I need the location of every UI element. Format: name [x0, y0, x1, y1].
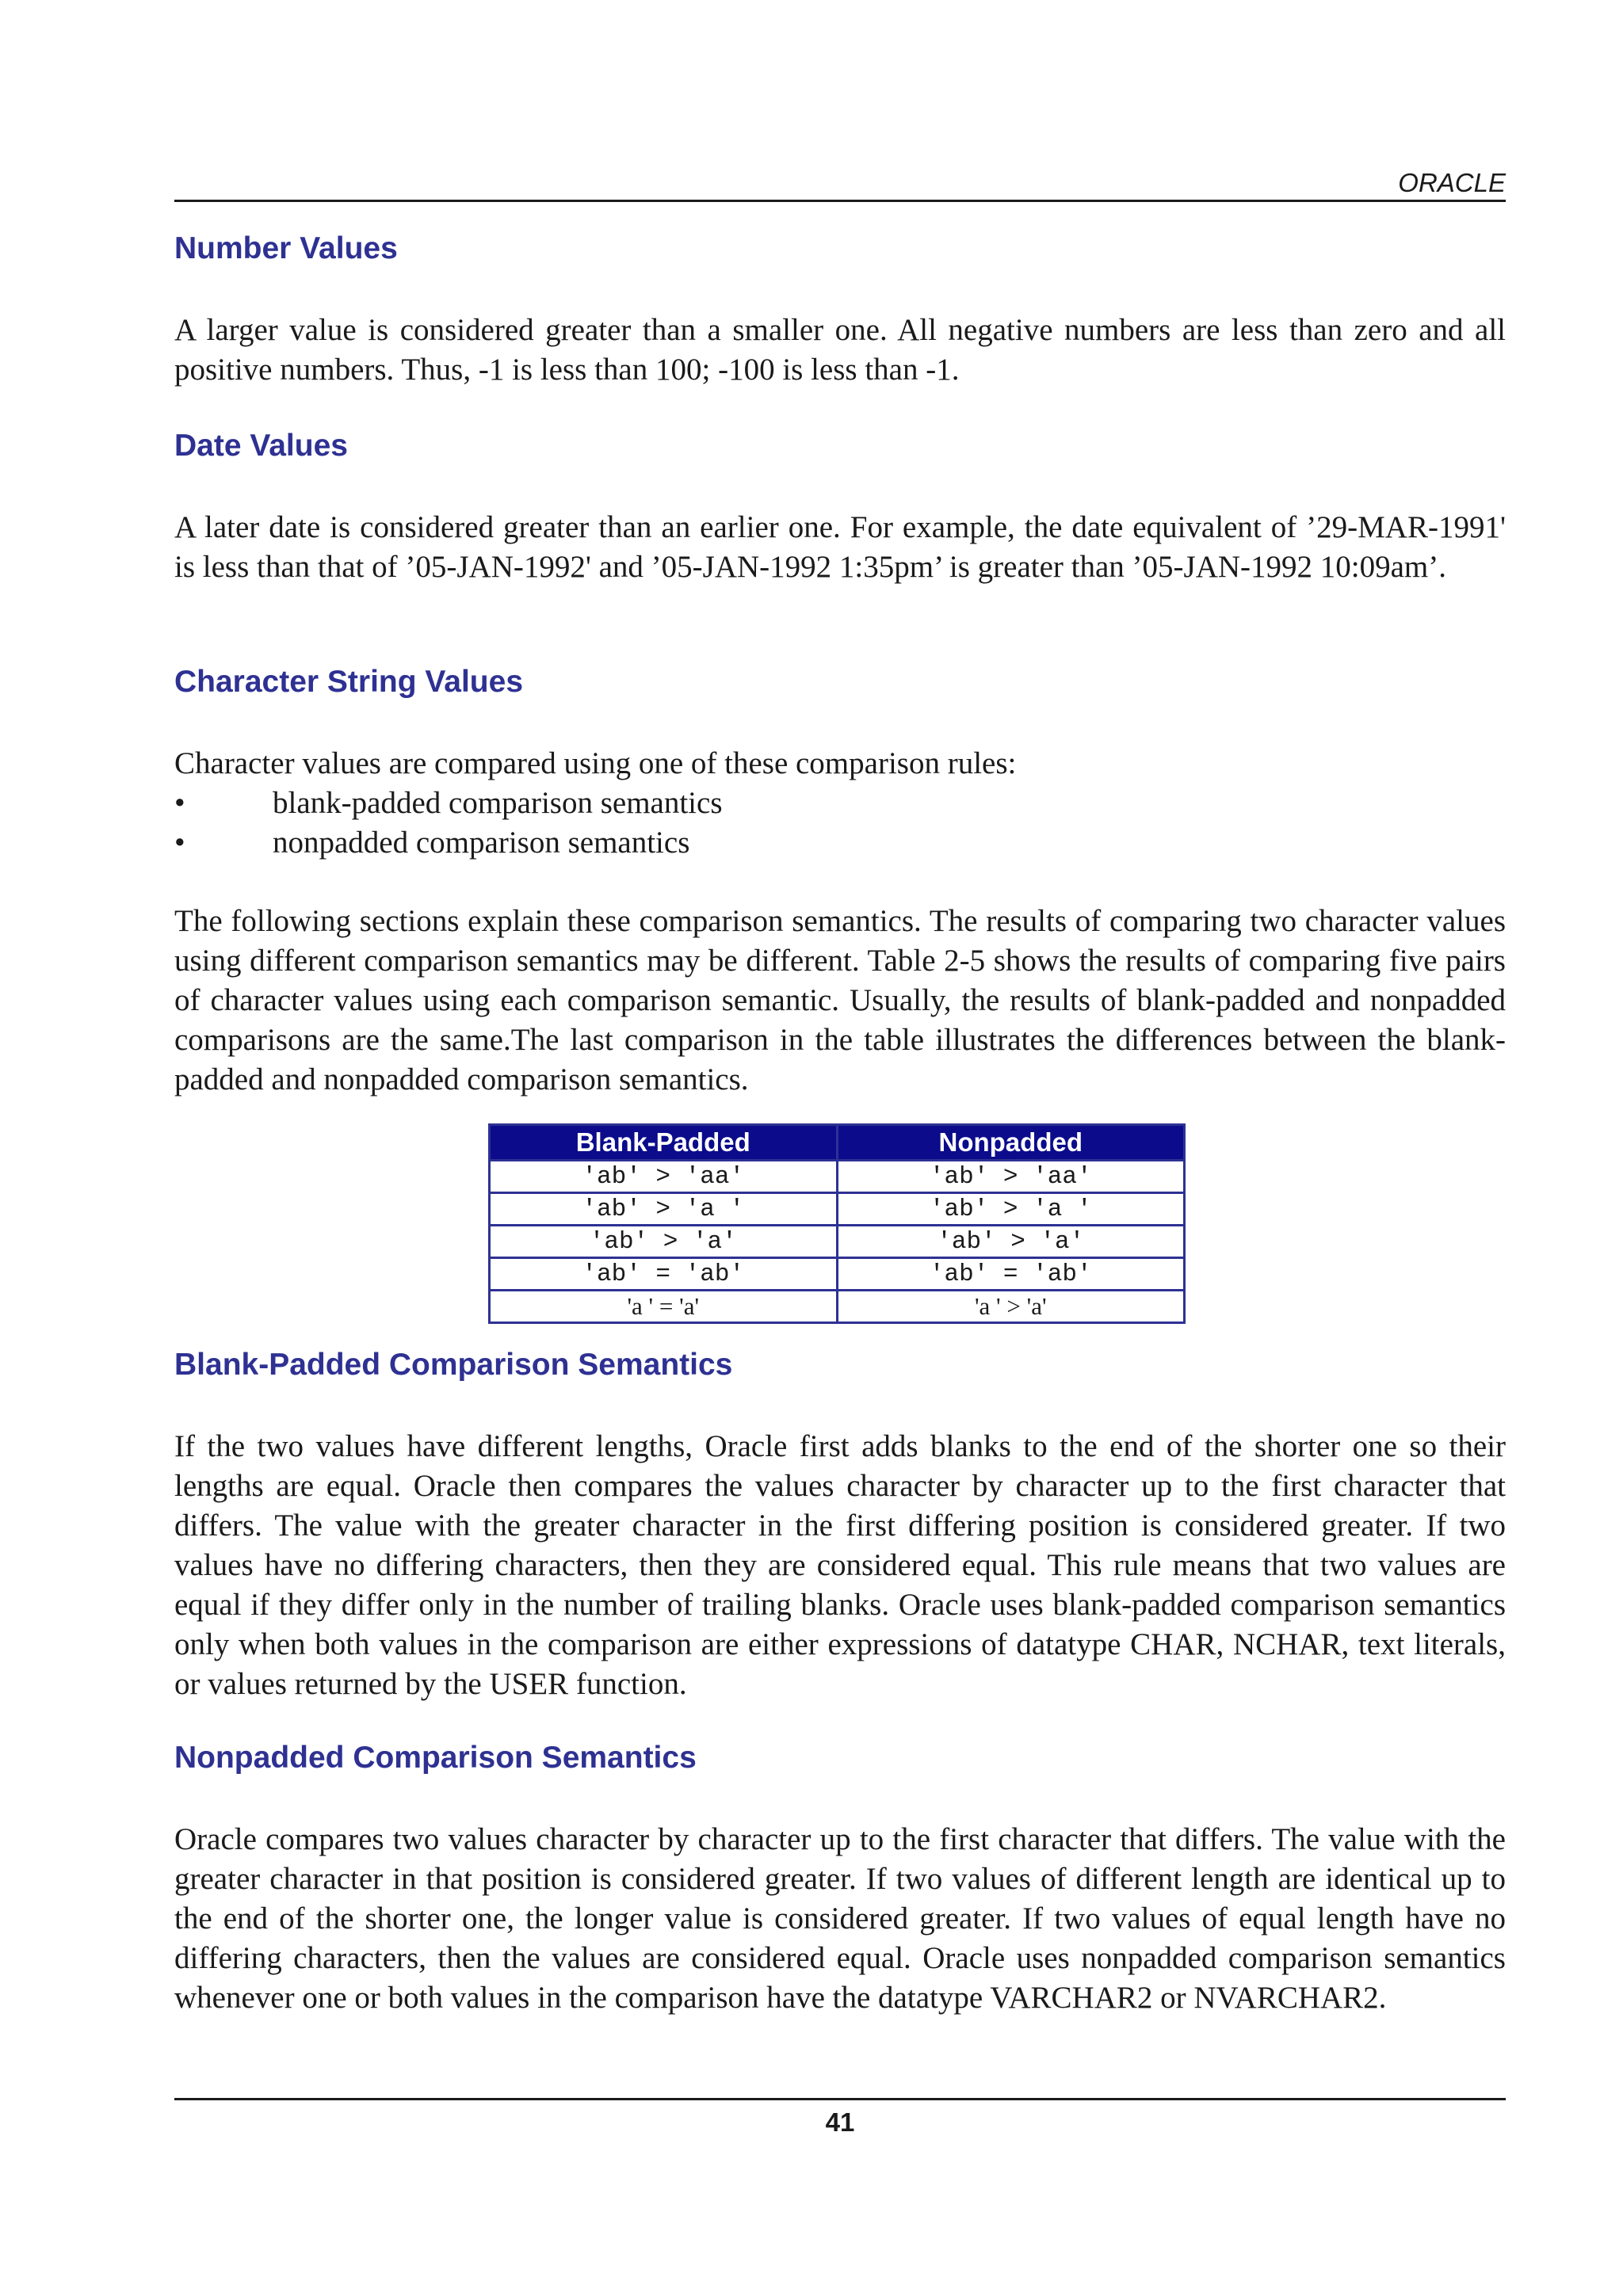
table-header-row	[490, 1125, 1185, 1161]
table-cell: 'a ' > 'a'	[837, 1291, 1185, 1323]
footer-rule	[174, 2098, 1506, 2100]
bullet-icon: •	[174, 826, 185, 860]
comparison-rules-list	[174, 784, 723, 863]
heading-nonpadded-semantics: Nonpadded Comparison Semantics	[174, 1741, 697, 1775]
table-cell: 'ab' = 'ab'	[837, 1258, 1185, 1291]
table-cell: 'ab' > 'a'	[490, 1226, 838, 1258]
page-number: 41	[825, 2107, 855, 2137]
table-row	[490, 1161, 1185, 1193]
paragraph-nonpadded-semantics: Oracle compares two values character by character up to the first character that differs. The value with the greater character in that position is considered greater. If two values of different length are identical up to the end of the shorter one, the longer value is considered greater. If two values of equal length have no differing characters, then the values are considered equal. Oracle uses nonpadded comparison semantics whenever one or both values in the comparison have the datatype VARCHAR2 or NVARCHAR2.	[174, 1822, 1506, 2015]
heading-blank-padded-semantics: Blank-Padded Comparison Semantics	[174, 1348, 733, 1382]
column-header-nonpadded: Nonpadded	[837, 1125, 1185, 1161]
paragraph-blank-padded-semantics: If the two values have different lengths, Oracle first adds blanks to the end of the shorter one so their lengths are equal. Oracle then compares the values character by character up to the first character that differs. The value with the greater character in the first differing position is considered greater. If two values have no differing characters, then they are considered equal. This rule means that two values are equal if they differ only in the number of trailing blanks. Oracle uses blank-padded comparison semantics only when both values in the comparison are either expressions of datatype CHAR, NCHAR, text literals, or values returned by the USER function.	[174, 1429, 1506, 1701]
column-header-blank-padded: Blank-Padded	[490, 1125, 838, 1161]
document-page	[174, 0, 1506, 2296]
paragraph-number-values: A larger value is considered greater than a smaller one. All negative numbers are less than zero and all positive numbers. Thus, -1 is less than 100; -100 is less than -1.	[174, 313, 1506, 387]
heading-date-values: Date Values	[174, 429, 348, 463]
list-item-text: nonpadded comparison semantics	[273, 826, 690, 860]
table-cell: 'a ' = 'a'	[490, 1291, 838, 1323]
table-cell: 'ab' = 'ab'	[490, 1258, 838, 1291]
list-item	[174, 784, 723, 823]
list-item	[174, 823, 723, 863]
heading-number-values: Number Values	[174, 231, 398, 265]
table-cell: 'ab' > 'aa'	[837, 1161, 1185, 1193]
table-cell: 'ab' > 'a '	[837, 1193, 1185, 1226]
comparison-table	[488, 1123, 1186, 1324]
list-item-text: blank-padded comparison semantics	[273, 786, 723, 820]
table-cell: 'ab' > 'a '	[490, 1193, 838, 1226]
paragraph-character-explanation: The following sections explain these comparison semantics. The results of comparing two character values using different comparison semantics may be different. Table 2-5 shows the results of comparing five pairs of character values using each comparison semantic. Usually, the results of blank-padded and nonpadded comparisons are the same.The last comparison in the table illustrates the differences between the blank-padded and nonpadded comparison semantics.	[174, 904, 1506, 1097]
table-cell: 'ab' > 'aa'	[490, 1161, 838, 1193]
table-row	[490, 1258, 1185, 1291]
paragraph-date-values: A later date is considered greater than an earlier one. For example, the date equivalent of ’29-MAR-1991' is less than that of ’05-JAN-1992' and ’05-JAN-1992 1:35pm’ is greater than ’05-JAN-1992 10:09am’.	[174, 510, 1506, 584]
table-row	[490, 1226, 1185, 1258]
table-row	[490, 1291, 1185, 1323]
table-cell: 'ab' > 'a'	[837, 1226, 1185, 1258]
paragraph-character-intro: Character values are compared using one of these comparison rules:	[174, 746, 1017, 780]
header-rule	[174, 200, 1506, 202]
running-header: ORACLE	[1398, 168, 1506, 197]
heading-character-string-values: Character String Values	[174, 665, 524, 699]
bullet-icon: •	[174, 786, 185, 820]
table-row	[490, 1193, 1185, 1226]
